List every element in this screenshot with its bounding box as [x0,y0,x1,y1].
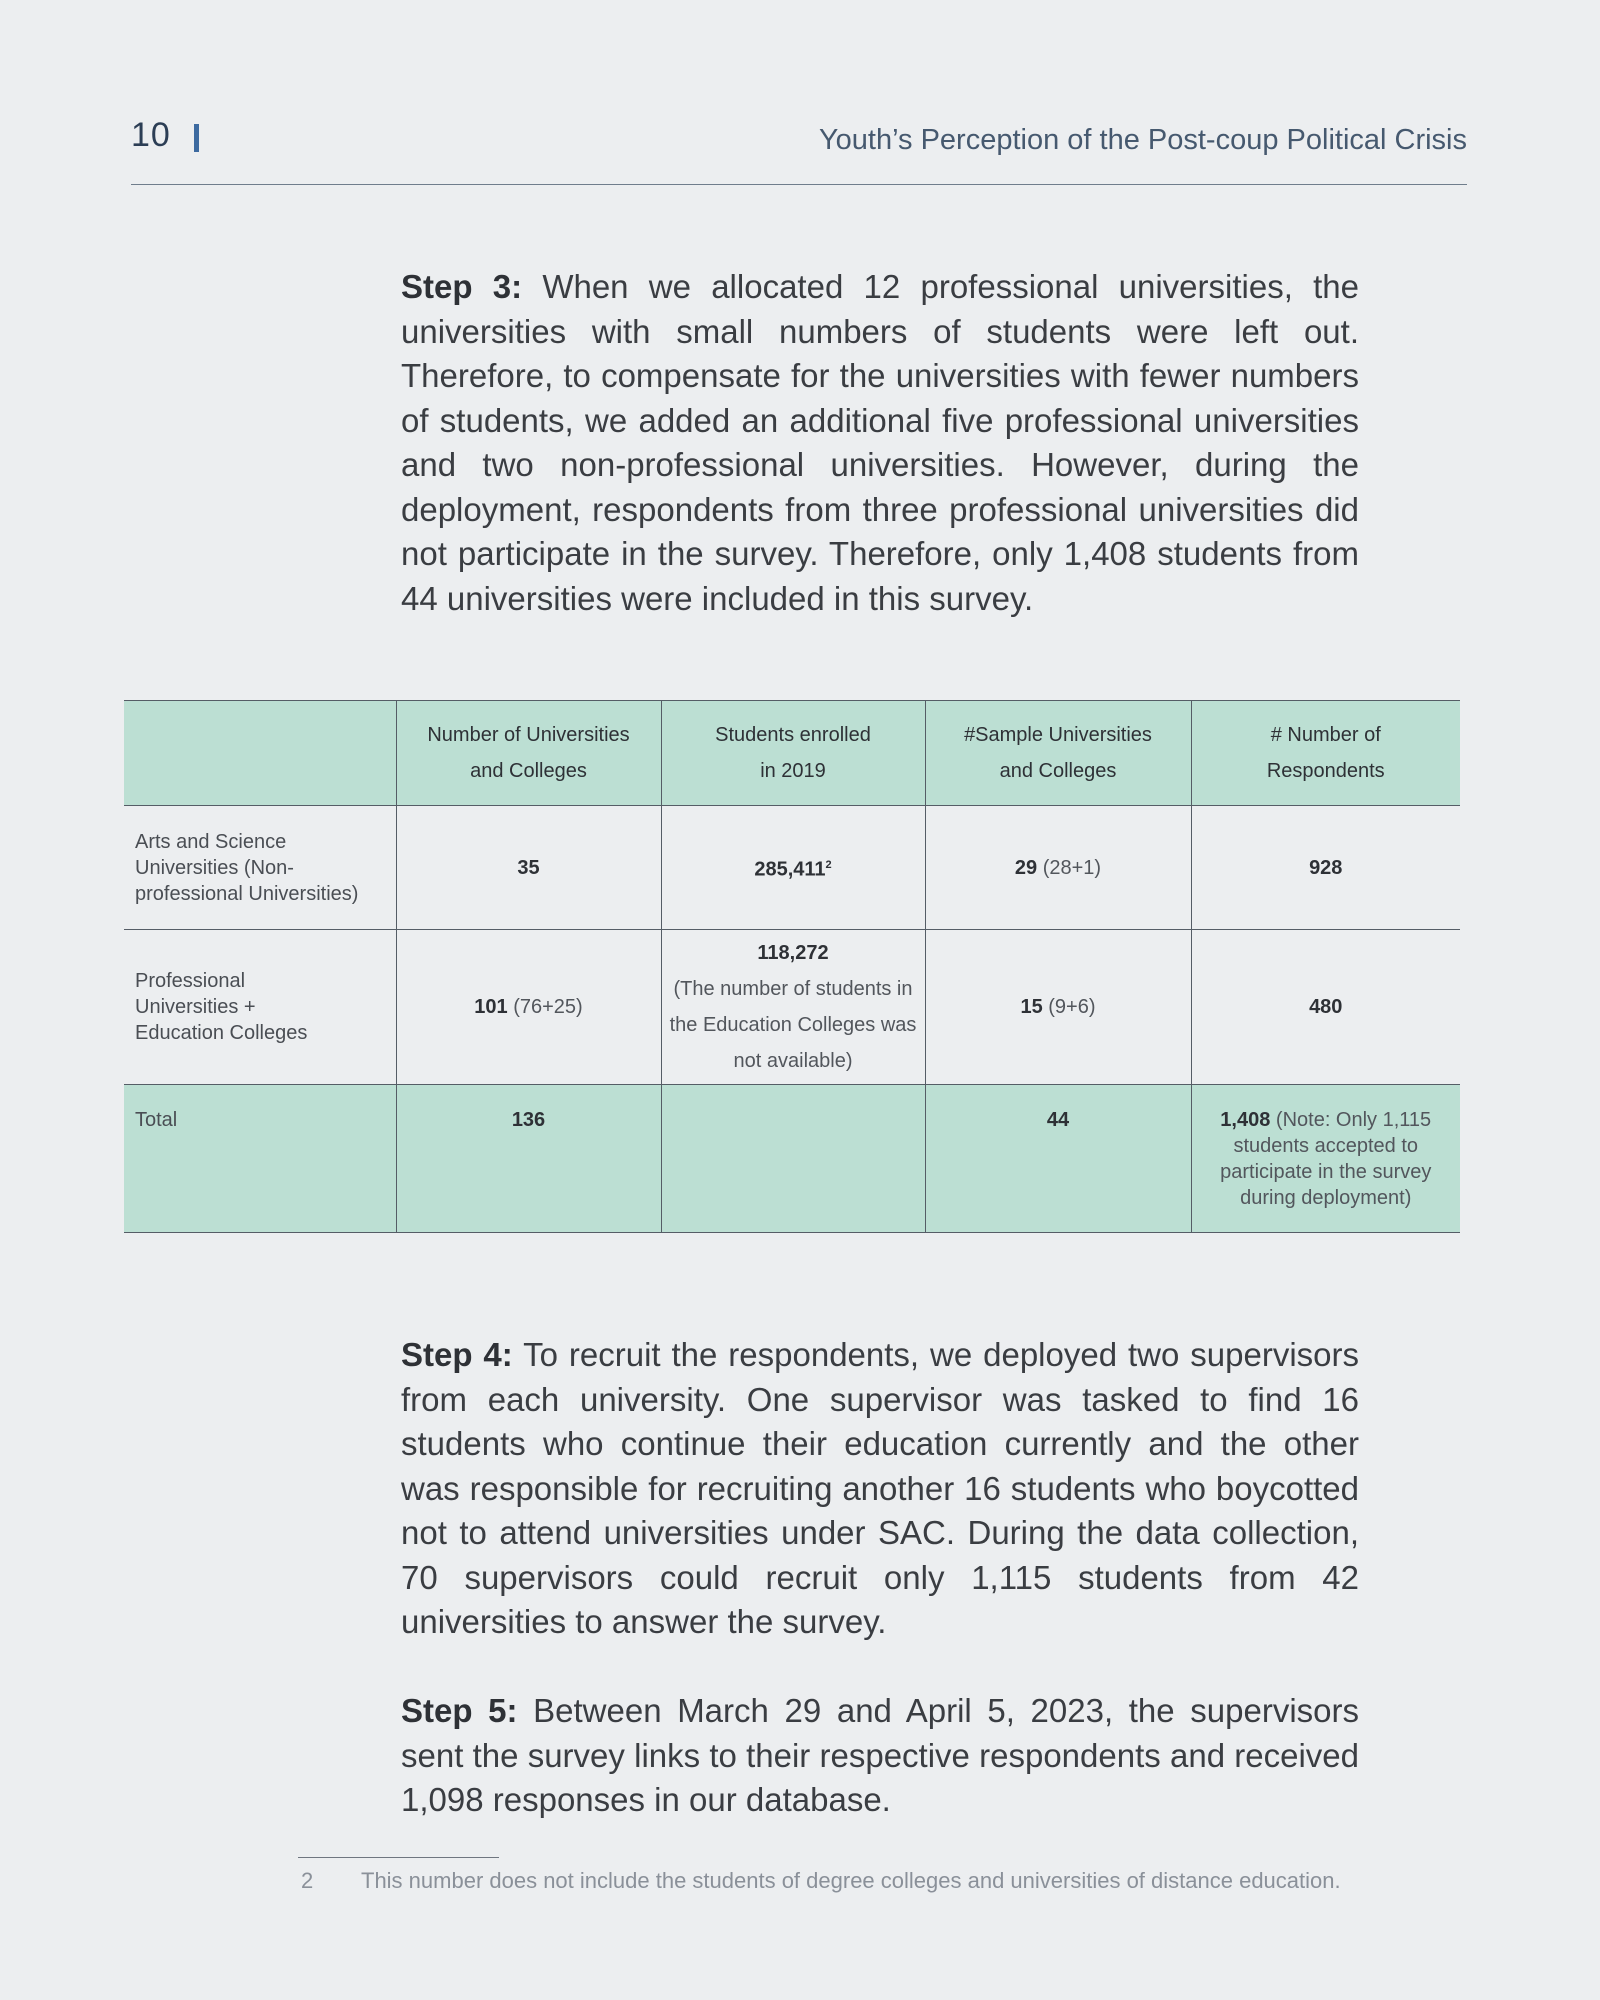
cell-respondents: 928 [1191,806,1460,930]
footnote [301,1868,1341,1894]
step-4-text: To recruit the respondents, we deployed two supervisors from each university. One supervisor was tasked to find 16 students who continue their education currently and the other was responsible for recruiting another 16 students who boycotted not to attend universities under SAC. During the data collection, 70 supervisors could recruit only 1,115 students from 42 universities to answer the survey. [401,1336,1359,1640]
total-respondents: 1,408 (Note: Only 1,115 students accepted to participate in the survey during deployment) [1191,1085,1460,1233]
footnote-text: This number does not include the students of degree colleges and universities of distance education. [361,1868,1341,1893]
page-header [131,112,1467,185]
footnote-divider [298,1857,499,1858]
table-row [124,806,1460,930]
footnote-number: 2 [301,1868,314,1893]
total-enrolled [661,1085,925,1233]
header-universities: Number of Universities and Colleges [396,701,661,806]
header-respondents: # Number of Respondents [1191,701,1460,806]
table-total-row [124,1085,1460,1233]
running-title: Youth’s Perception of the Post-coup Political Crisis [818,124,1467,156]
footnote-ref: 2 [825,859,832,872]
step-3-text: When we allocated 12 professional universities, the universities with small numbers of students were left out. Therefore, to compensate for the universities with fewer numbers of students, we added an additional five professional universities and two non-professional universities. However, during the deployment, respondents from three professional universities did not participate in the survey. Therefore, only 1,408 students from 44 universities were included in this survey. [401,268,1359,617]
page-number-divider [194,124,199,152]
sample-table [124,700,1460,1233]
cell-universities: 101 (76+25) [396,930,661,1085]
header-enrolled: Students enrolled in 2019 [661,701,925,806]
step-5-text: Between March 29 and April 5, 2023, the supervisors sent the survey links to their respective respondents and received 1,098 responses in our database. [401,1692,1359,1818]
step-3-paragraph [401,265,1359,621]
total-sample: 44 [925,1085,1191,1233]
page-number: 10 [131,116,171,154]
header-empty [124,701,396,806]
step-5-paragraph [401,1689,1359,1823]
cell-sample: 15 (9+6) [925,930,1191,1085]
table-row [124,930,1460,1085]
table-header-row [124,701,1460,806]
step-4-label: Step 4: [401,1336,513,1373]
header-sample: #Sample Universities and Colleges [925,701,1191,806]
row-label: Arts and Science Universities (Non- professional Universities) [135,830,359,905]
row-label: Professional Universities + Education Colleges [135,970,308,1044]
step-3-label: Step 3: [401,268,523,305]
step-4-paragraph [401,1333,1359,1645]
total-universities: 136 [396,1085,661,1233]
cell-enrolled: 285,411$^2$ [661,806,925,930]
step-5-label: Step 5: [401,1692,518,1729]
cell-sample: 29 (28+1) [925,806,1191,930]
cell-universities: 35 [396,806,661,930]
cell-enrolled: 118,272 (The number of students in the Education Colleges was not available) [661,930,925,1085]
total-label: Total [135,1109,178,1131]
cell-respondents: 480 [1191,930,1460,1085]
